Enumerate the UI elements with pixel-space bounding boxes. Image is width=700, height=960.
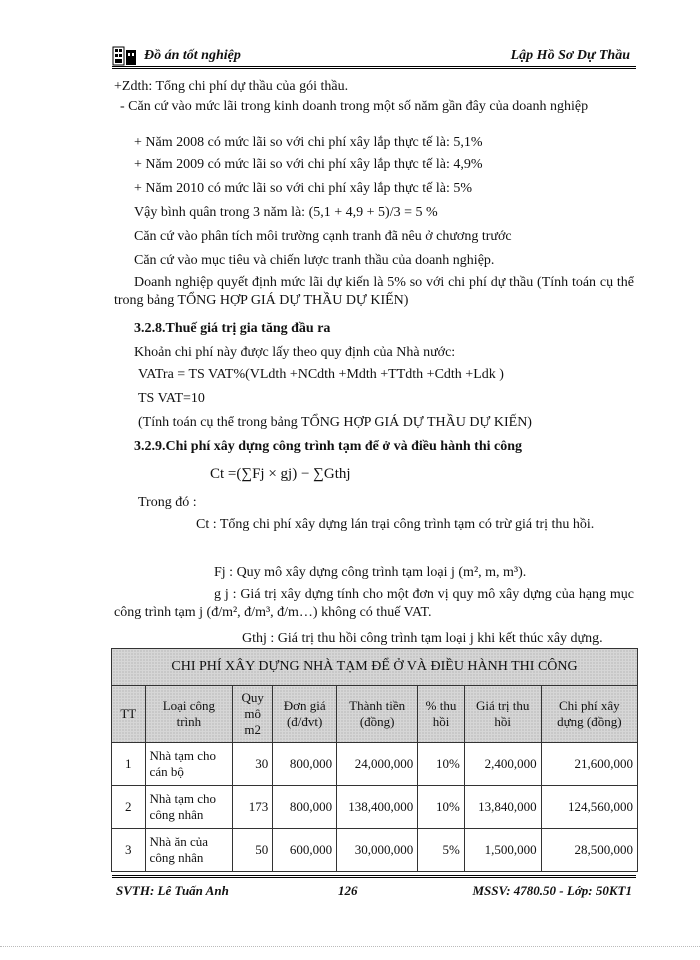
table-header-row xyxy=(112,686,638,743)
column-header: Loại công trình xyxy=(145,686,233,743)
section-heading: 3.2.9.Chi phí xây dựng công trình tạm để ở và điều hành thi công xyxy=(134,439,523,454)
temporary-housing-cost-table xyxy=(111,648,638,872)
text-line: Trong đó : xyxy=(138,495,197,510)
text-line: + Năm 2010 có mức lãi so với chi phí xây lắp thực tế là: 5% xyxy=(134,181,473,196)
text-line: +Zdth: Tổng chi phí dự thầu của gói thầu. xyxy=(114,79,349,94)
cell: 173 xyxy=(233,786,273,829)
cell: Nhà ăn của công nhân xyxy=(145,829,233,872)
text-line: + Năm 2009 có mức lãi so với chi phí xây lắp thực tế là: 4,9% xyxy=(134,157,483,172)
table-row xyxy=(112,829,638,872)
text-paragraph: g j : Giá trị xây dựng tính cho một đơn vị quy mô xây dựng của hạng mục công trình tạm j (đ/m², đ/m³, đ/m…) không có thuế VAT. xyxy=(114,587,634,620)
school-logo-icon xyxy=(112,46,138,66)
cell: 30 xyxy=(233,743,273,786)
cost-formula: Ct =(∑Fj × gj) − ∑Gthj xyxy=(210,466,351,482)
text-paragraph: Doanh nghiệp quyết định mức lãi dự kiến là 5% so với chi phí dự thầu (Tính toán cụ thể trong bảng TỔNG HỢP GIÁ DỰ THẦU DỰ KIẾN) xyxy=(114,275,634,308)
header-left-title: Đồ án tốt nghiệp xyxy=(144,48,241,63)
column-header: Giá trị thu hồi xyxy=(464,686,541,743)
cell: 2 xyxy=(112,786,146,829)
table-row xyxy=(112,743,638,786)
header-right-title: Lập Hồ Sơ Dự Thầu xyxy=(510,48,630,63)
footer-student-id: MSSV: 4780.50 - Lớp: 50KT1 xyxy=(472,883,632,898)
text-line: Vậy bình quân trong 3 năm là: (5,1 + 4,9 + 5)/3 = 5 % xyxy=(134,205,438,220)
text-line: Gthj : Giá trị thu hồi công trình tạm loại j khi kết thúc xây dựng. xyxy=(242,631,603,646)
cell: 2,400,000 xyxy=(464,743,541,786)
text-line: Fj : Quy mô xây dựng công trình tạm loại j (m², m, m³). xyxy=(214,565,527,580)
text-line: Khoản chi phí này được lấy theo quy định của Nhà nước: xyxy=(134,345,456,360)
cell: 28,500,000 xyxy=(541,829,637,872)
column-header: Thành tiền (đồng) xyxy=(337,686,418,743)
page-number: 126 xyxy=(338,883,358,898)
cell: 800,000 xyxy=(273,786,337,829)
cell: 10% xyxy=(418,786,465,829)
text-line: Căn cứ vào phân tích môi trường cạnh tranh đã nêu ở chương trước xyxy=(134,229,512,244)
cell: 5% xyxy=(418,829,465,872)
table-row xyxy=(112,786,638,829)
cell: 138,400,000 xyxy=(337,786,418,829)
page-header xyxy=(112,46,636,69)
footer-student: SVTH: Lê Tuấn Anh xyxy=(116,883,229,898)
cell: 30,000,000 xyxy=(337,829,418,872)
text-line: + Năm 2008 có mức lãi so với chi phí xây lắp thực tế là: 5,1% xyxy=(134,135,483,150)
formula-line: TS VAT=10 xyxy=(138,391,205,406)
text-line: (Tính toán cụ thể trong bảng TỔNG HỢP GIÁ DỰ THẦU DỰ KIẾN) xyxy=(138,415,532,430)
column-header: Quy mô m2 xyxy=(233,686,273,743)
cell: 10% xyxy=(418,743,465,786)
formula-line: VATra = TS VAT%(VLdth +NCdth +Mdth +TTdth +Cdth +Ldk ) xyxy=(138,367,504,382)
page-edge-divider xyxy=(0,946,700,947)
cell: 3 xyxy=(112,829,146,872)
cell: 50 xyxy=(233,829,273,872)
column-header: % thu hồi xyxy=(418,686,465,743)
column-header: TT xyxy=(112,686,146,743)
cell: 1,500,000 xyxy=(464,829,541,872)
text-line: Căn cứ vào mục tiêu và chiến lược tranh thầu của doanh nghiệp. xyxy=(134,253,495,268)
table-title: CHI PHÍ XÂY DỰNG NHÀ TẠM ĐỂ Ở VÀ ĐIỀU HÀNH THI CÔNG xyxy=(112,649,638,686)
section-heading: 3.2.8.Thuế giá trị gia tăng đầu ra xyxy=(134,321,331,336)
text-paragraph: Ct : Tổng chi phí xây dựng lán trại công trình tạm có trừ giá trị thu hồi. xyxy=(196,517,595,532)
cell: 24,000,000 xyxy=(337,743,418,786)
page-footer xyxy=(112,875,636,900)
cell: Nhà tạm cho công nhân xyxy=(145,786,233,829)
cell: 600,000 xyxy=(273,829,337,872)
cell: 1 xyxy=(112,743,146,786)
cell: 13,840,000 xyxy=(464,786,541,829)
cell: Nhà tạm cho cán bộ xyxy=(145,743,233,786)
cell: 124,560,000 xyxy=(541,786,637,829)
cell: 21,600,000 xyxy=(541,743,637,786)
cell: 800,000 xyxy=(273,743,337,786)
column-header: Chi phí xây dựng (đồng) xyxy=(541,686,637,743)
text-paragraph: - Căn cứ vào mức lãi trong kinh doanh trong một số năm gần đây của doanh nghiệp xyxy=(120,99,589,114)
column-header: Đơn giá (đ/đvt) xyxy=(273,686,337,743)
